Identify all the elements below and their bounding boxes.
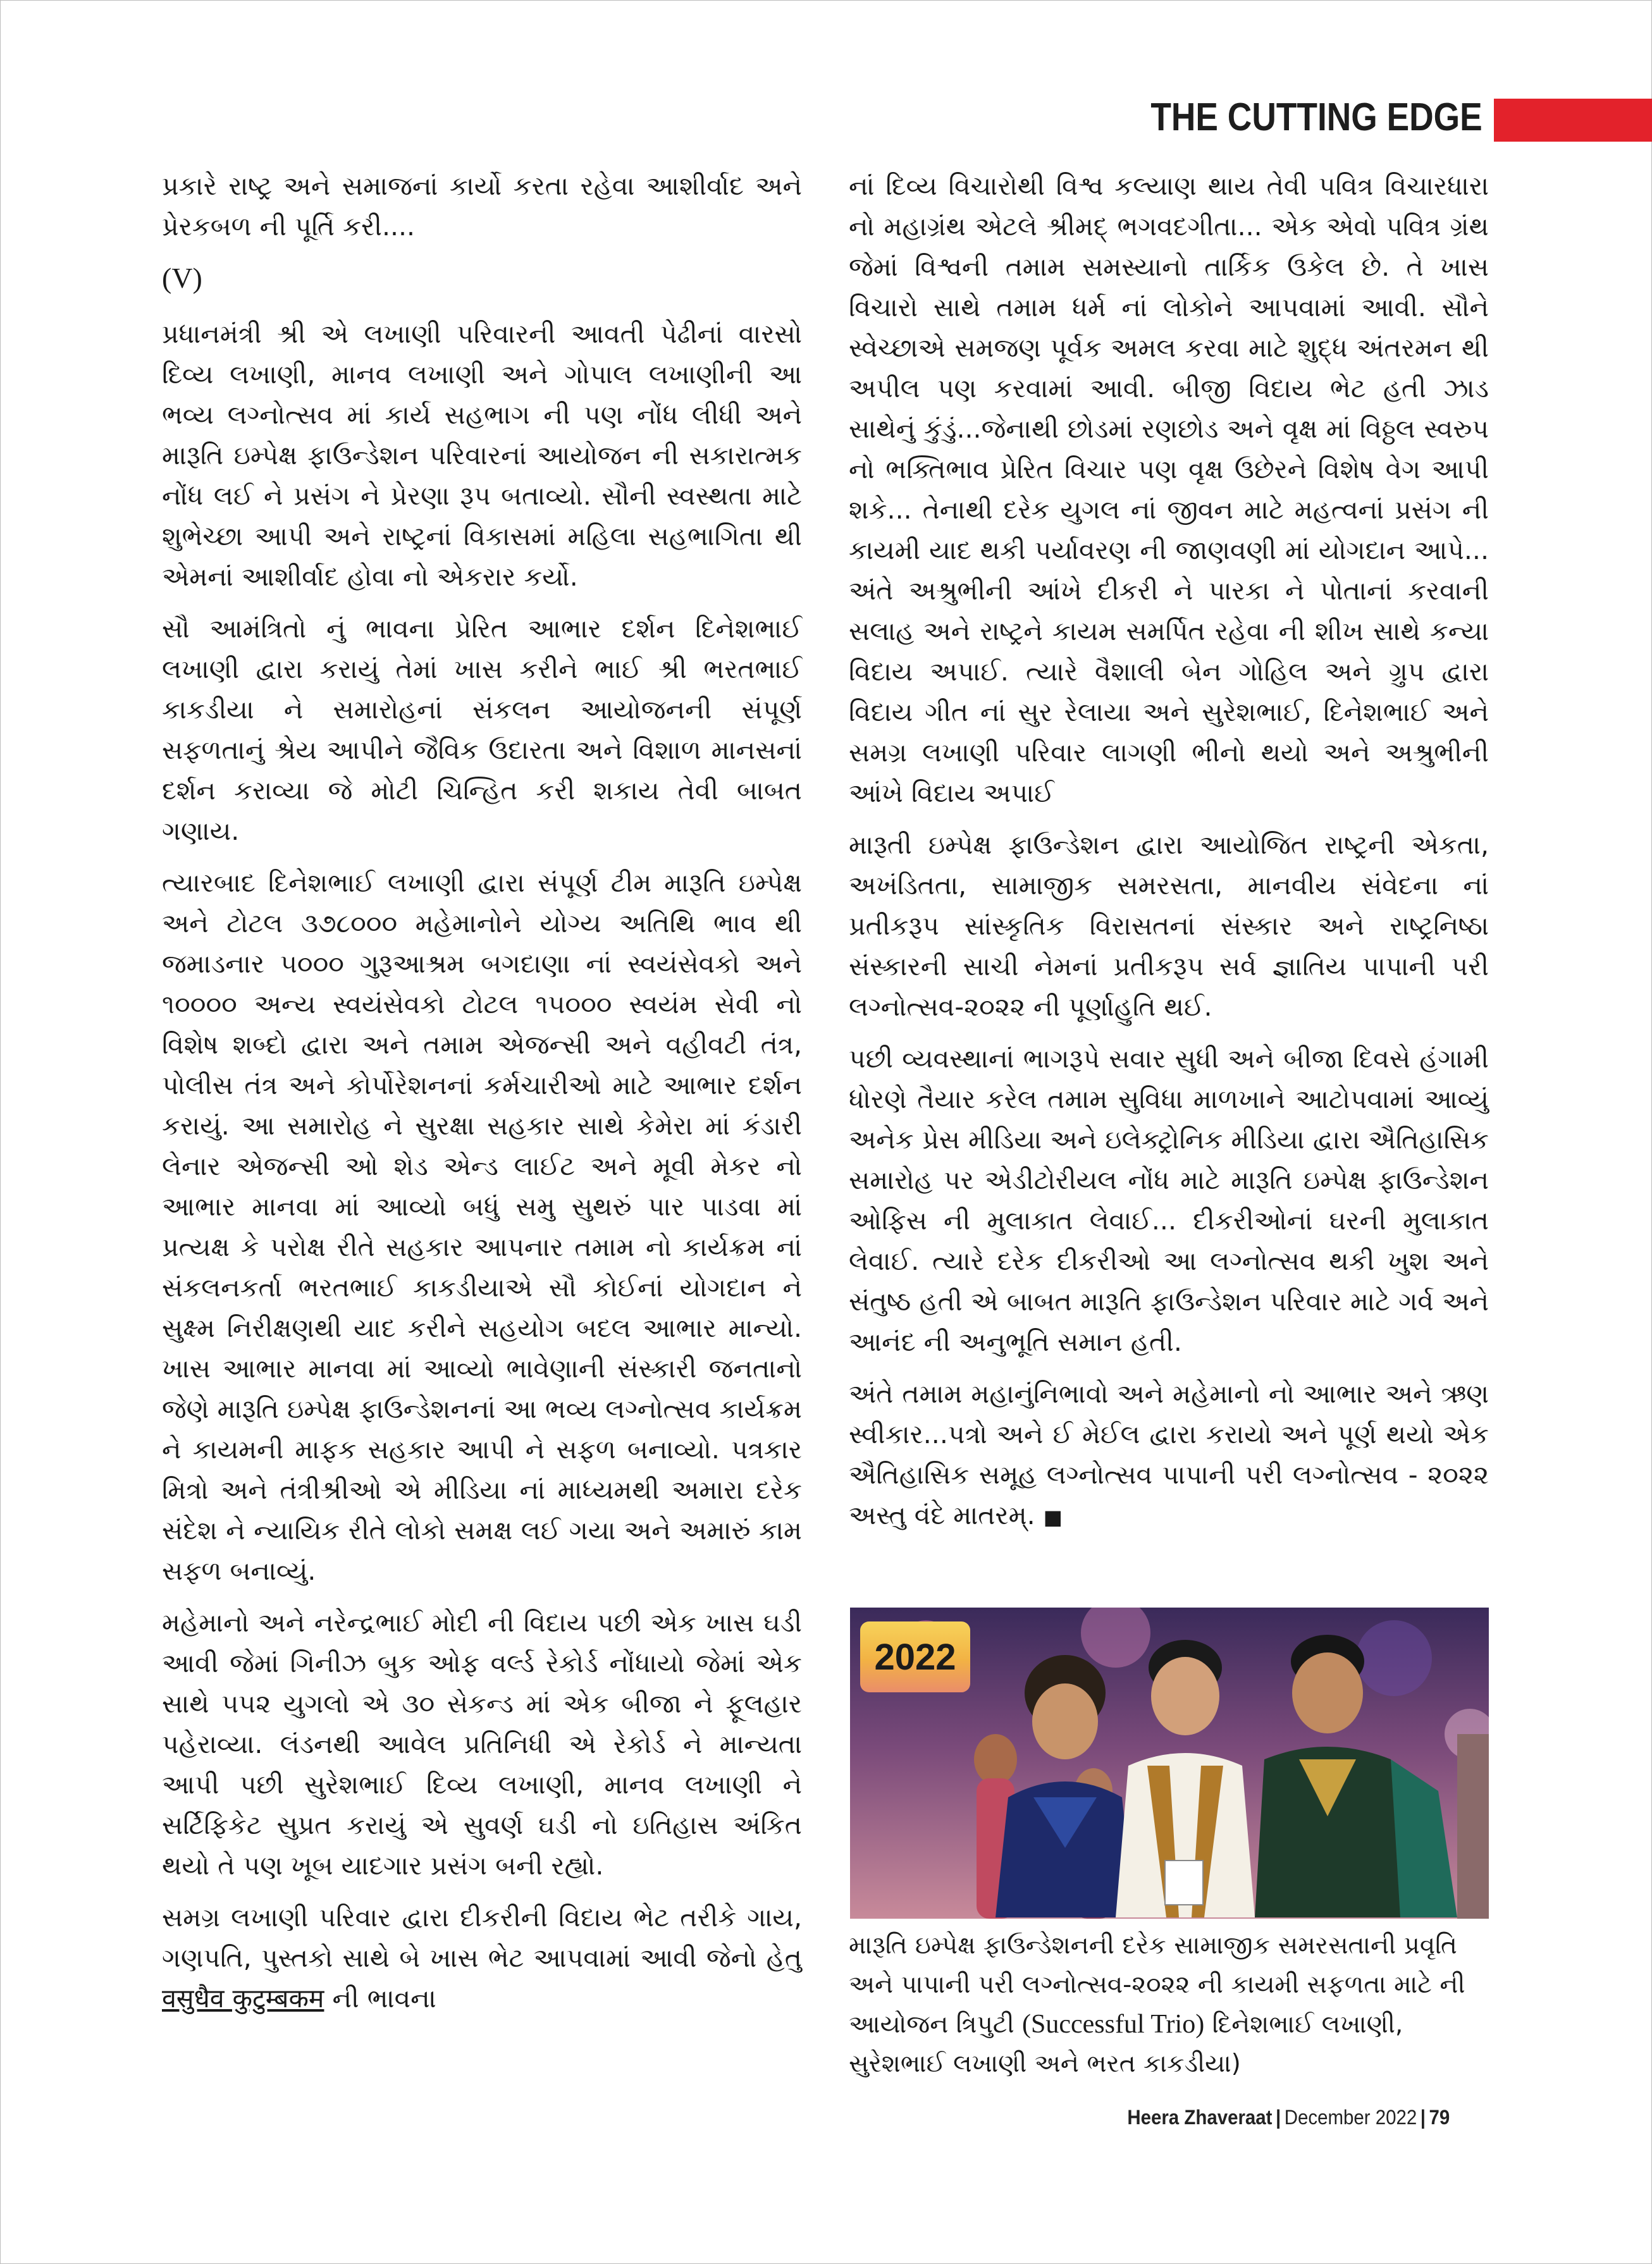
paragraph: ત્યારબાદ દિનેશભાઈ લખાણી દ્વારા સંપૂર્ણ ટીમ મારૂતિ ઇમ્પેક્ષ અને ટોટલ ૩૭૮૦૦૦ મહેમાનોને યોગ્ય અતિથિ ભાવ થી જમાડનાર ૫૦૦૦ ગુરૂઆશ્રમ બગદાણા નાં સ્વયંસેવકો અને ૧૦૦૦૦ અન્ય સ્વયંસેવકો ટોટલ ૧૫૦૦૦ સ્વયંમ સેવી નો વિશેષ શબ્દો દ્વારા અને તમામ એજન્સી અને વહીવટી તંત્ર, પોલીસ તંત્ર અને કોર્પોરેશનનાં કર્મચારીઓ માટે આભાર દર્શન કરાયું. આ સમારોહ ને સુરક્ષા સહકાર સાથે કેમેરા માં કંડારી લેનાર એજન્સી ઓ શેડ એન્ડ લાઈટ અને મૂવી મેકર નો આભાર માનવા માં આવ્યો બધું સમુ સુથરું પાર પાડવા માં પ્રત્યક્ષ કે પરોક્ષ રીતે સહકાર આપનાર તમામ નો કાર્યક્રમ નાં સંકલનકર્તા ભરતભાઈ કાકડીયાએ સૌ કોઈનાં યોગદાન ને સુક્ષ્મ નિરીક્ષણથી યાદ કરીને સહયોગ બદલ આભાર માન્યો. ખાસ આભાર માનવા માં આવ્યો ભાવેણાની સંસ્કારી જનતાનો જેણે મારૂતિ ઇમ્પેક્ષ ફાઉન્ડેશનનાં આ ભવ્ય લગ્નોત્સવ કાર્યક્રમ ને કાયમની માફક સહકાર આપી ને સફળ બનાવ્યો. પત્રકાર મિત્રો અને તંત્રીશ્રીઓ એ મીડિયા નાં માધ્યમથી અમારા દરેક સંદેશ ને ન્યાયિક રીતે લોકો સમક્ષ લઈ ગયા અને અમારું કામ સફળ બનાવ્યું. [162, 868, 802, 1586]
caption-text: દિનેશભાઈ લખાણી, સુરેશભાઈ લખાણી અને ભરત કાકડીયા) [849, 2010, 1403, 2078]
paragraph: નાં દિવ્ય વિચારોથી વિશ્વ કલ્યાણ થાય તેવી પવિત્ર વિચારધારા નો મહાગ્રંથ એટલે શ્રીમદ્ ભગવદગીતા... એક એવો પવિત્ર ગ્રંથ જેમાં વિશ્વની તમામ સમસ્યાનો તાર્કિક ઉકેલ છે. તે ખાસ વિચારો સાથે તમામ ધર્મ નાં લોકોને આપવામાં આવી. સૌને સ્વેચ્છાએ સમજણ પૂર્વક અમલ કરવા માટે શુદ્ધ અંતરમન થી અપીલ પણ કરવામાં આવી. બીજી વિદાય ભેટ હતી ઝાડ સાથેનું કુંડું...જેનાથી છોડમાં રણછોડ અને વૃક્ષ માં વિઠ્ઠલ સ્વરુપ નો ભક્તિભાવ પ્રેરિત વિચાર પણ વૃક્ષ ઉછેરને વિશેષ વેગ આપી શકે... તેનાથી દરેક યુગલ નાં જીવન માટે મહત્વનાં પ્રસંગ ની કાયમી યાદ થકી પર્યાવરણ ની જાણવણી માં યોગદાન આપે... અંતે અશ્રુભીની આંખે દીકરી ને પારકા ને પોતાનાં કરવાની સલાહ અને રાષ્ટ્રને કાયમ સમર્પિત રહેવા ની શીખ સાથે કન્યા વિદાય અપાઈ. ત્યારે વૈશાલી બેન ગોહિલ અને ગ્રુપ દ્વારા વિદાય ગીત નાં સુર રેલાયા અને સુરેશભાઈ, દિનેશભાઈ અને સમગ્ર લખાણી પરિવાર લાગણી ભીનો થયો અને અશ્રુભીની આંખે વિદાય અપાઈ [849, 171, 1489, 808]
publication-name: Heera Zhaveraat [1127, 2106, 1273, 2129]
article-left-column [162, 166, 802, 2030]
paragraph: પ્રધાનમંત્રી શ્રી એ લખાણી પરિવારની આવતી પેઢીનાં વારસો દિવ્ય લખાણી, માનવ લખાણી અને ગોપાલ લખાણીની આ ભવ્ય લગ્નોત્સવ માં કાર્ય સહભાગ ની પણ નોંધ લીધી અને મારૂતિ ઇમ્પેક્ષ ફાઉન્ડેશન પરિવારનાં આયોજન ની સકારાત્મક નોંધ લઈ ને પ્રસંગ ને પ્રેરણા રૂપ બતાવ્યો. સૌની સ્વસ્થતા માટે શુભેચ્છા આપી અને રાષ્ટ્રનાં વિકાસમાં મહિલા સહભાગિતા થી એમનાં આશીર્વાદ હોવા નો એકરાર કર્યો. [162, 319, 802, 592]
article-right-column [849, 166, 1489, 1549]
section-header-title: THE CUTTING EDGE [1150, 95, 1482, 139]
end-of-article-mark: ■ [1043, 1505, 1063, 1529]
underlined-phrase: वसुधैव कुटुम्बकम [162, 1983, 324, 2014]
caption-english-phrase: (Successful Trio) [1022, 2010, 1205, 2039]
paragraph: સૌ આમંત્રિતો નું ભાવના પ્રેરિત આભાર દર્શન દિનેશભાઈ લખાણી દ્વારા કરાયું તેમાં ખાસ કરીને ભાઈ શ્રી ભરતભાઈ કાકડીયા ને સમારોહનાં સંકલન આયોજનની સંપૂર્ણ સફળતાનું શ્રેય આપીને જૈવિક ઉદારતા અને વિશાળ માનસનાં દર્શન કરાવ્યા જે મોટી ચિન્હિત કરી શકાય તેવી બાબત ગણાય. [162, 613, 802, 846]
photo-caption [849, 1926, 1489, 2084]
paragraph: મારૂતી ઇમ્પેક્ષ ફાઉન્ડેશન દ્વારા આયોજિત રાષ્ટ્રની એકતા, અખંડિતતા, સામાજીક સમરસતા, માનવીય સંવેદના નાં પ્રતીકરૂપ સાંસ્કૃતિક વિરાસતનાં સંસ્કાર અને રાષ્ટ્રનિષ્ઠા સંસ્કારની સાચી નેમનાં પ્રતીકરૂપ સર્વ જ્ઞાતિય પાપાની પરી લગ્નોત્સવ-૨૦૨૨ ની પૂર્ણાહુતિ થઈ. [849, 830, 1489, 1022]
event-photo [850, 1608, 1489, 1919]
paragraph [162, 1897, 802, 2019]
paragraph: પ્રકારે રાષ્ટ્ર અને સમાજનાં કાર્યો કરતા રહેવા આશીર્વાદ અને પ્રેરકબળ ની પૂર્તિ કરી.... [162, 171, 802, 242]
header-accent-bar [1494, 99, 1652, 142]
paragraph-text: ની ભાવના [324, 1983, 436, 2014]
section-number: (V) [162, 262, 202, 294]
footer-separator: | [1275, 2106, 1281, 2129]
caption-text: મારૂતિ ઇમ્પેક્ષ ફાઉન્ડેશનની દરેક સામાજીક સમરસતાની પ્રવૃતિ અને પાપાની પરી લગ્નોત્સવ-૨૦૨૨ ની કાયમી સફળતા માટે ની આયોજન ત્રિપુટી [849, 1931, 1465, 2039]
page-footer [1127, 2106, 1450, 2129]
paragraph-text: સમગ્ર લખાણી પરિવાર દ્વારા દીકરીની વિદાય ભેટ તરીકે ગાય, ગણપતિ, પુસ્તકો સાથે બે ખાસ ભેટ આપવામાં આવી જેનો હેતુ [162, 1902, 802, 1973]
paragraph-text: અંતે તમામ મહાનુંનિભાવો અને મહેમાનો નો આભાર અને ઋણ સ્વીકાર...પત્રો અને ઈ મેઈલ દ્વારા કરાયો અને પૂર્ણ થયો એક ઐતિહાસિક સમૂહ લગ્નોત્સવ પાપાની પરી લગ્નોત્સવ - ૨૦૨૨ અસ્તુ વંદે માતરમ્. [849, 1379, 1489, 1530]
year-badge: 2022 [860, 1621, 970, 1692]
issue-date: December 2022 [1284, 2106, 1417, 2129]
paragraph: મહેમાનો અને નરેન્દ્રભાઈ મોદી ની વિદાય પછી એક ખાસ ઘડી આવી જેમાં ગિનીઝ બુક ઓફ વર્લ્ડ રેકોર્ડ નોંધાયો જેમાં એક સાથે ૫૫૨ યુગલો એ ૩૦ સેકન્ડ માં એક બીજા ને ફૂલહાર પહેરાવ્યા. લંડનથી આવેલ પ્રતિનિધી એ રેકોર્ડ ને માન્યતા આપી પછી સુરેશભાઈ દિવ્ય લખાણી, માનવ લખાણી ને સર્ટિફિકેટ સુપ્રત કરાયું એ સુવર્ણ ઘડી નો ઇતિહાસ અંકિત થયો તે પણ ખૂબ યાદગાર પ્રસંગ બની રહ્યો. [162, 1608, 802, 1881]
paragraph [849, 1374, 1489, 1537]
footer-separator: | [1420, 2106, 1426, 2129]
paragraph: પછી વ્યવસ્થાનાં ભાગરૂપે સવાર સુધી અને બીજા દિવસે હંગામી ધોરણે તૈયાર કરેલ તમામ સુવિધા માળખાને આટોપવામાં આવ્યું અનેક પ્રેસ મીડિયા અને ઇલેક્ટ્રોનિક મીડિયા દ્વારા ઐતિહાસિક સમારોહ પર એડીટોરીયલ નોંધ માટે મારૂતિ ઇમ્પેક્ષ ફાઉન્ડેશન ઓફિસ ની મુલાકાત લેવાઈ... દીકરીઓનાં ઘરની મુલાકાત લેવાઈ. ત્યારે દરેક દીકરીઓ આ લગ્નોત્સવ થકી ખુશ અને સંતુષ્ઠ હતી એ બાબત મારૂતિ ફાઉન્ડેશન પરિવાર માટે ગર્વ અને આનંદ ની અનુભૂતિ સમાન હતી. [849, 1043, 1489, 1357]
page-number: 79 [1429, 2106, 1450, 2129]
